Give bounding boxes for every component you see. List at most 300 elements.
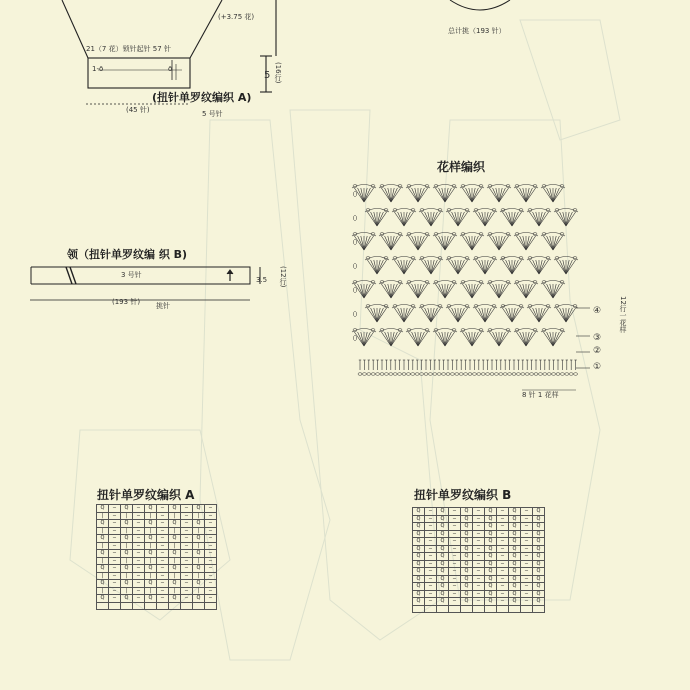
pattern-stroke: [499, 373, 503, 376]
chart-cell: Q: [193, 580, 205, 588]
pattern-stroke: [560, 212, 566, 226]
pattern-stroke: [431, 212, 437, 226]
pattern-stroke: [385, 236, 391, 250]
pattern-stroke: [508, 373, 512, 376]
chart-cell: −: [473, 530, 485, 538]
pattern-stroke: [424, 373, 428, 376]
chart-cell: |: [121, 542, 133, 550]
chart-cell: −: [425, 590, 437, 598]
chart-cell: −: [181, 535, 193, 543]
pattern-stroke: [411, 373, 415, 376]
chart-cell: −: [109, 557, 121, 565]
pattern-stroke: [569, 373, 573, 376]
pattern-stroke: [490, 373, 494, 376]
chart-cell: −: [157, 565, 169, 573]
chart-cell: Q: [169, 565, 181, 573]
chart-cell: −: [205, 572, 217, 580]
chart-cell: Q: [461, 508, 473, 516]
chart-cell: |: [145, 587, 157, 595]
chart-cell: −: [205, 580, 217, 588]
chart-cell: Q: [437, 545, 449, 553]
chart-cell: Q: [509, 568, 521, 576]
chart-cell: Q: [437, 583, 449, 591]
chart-cell: Q: [193, 565, 205, 573]
chart-cell: Q: [121, 535, 133, 543]
chart-cell: −: [205, 565, 217, 573]
chart-cell: Q: [509, 575, 521, 583]
chart-cell: [413, 605, 425, 613]
pattern-stroke: [479, 308, 485, 322]
pattern-stroke: [425, 212, 431, 226]
collar-rows-label: (12行): [279, 266, 287, 288]
pattern-stroke: [404, 212, 410, 226]
pattern-stroke: [371, 373, 375, 376]
chart-cell: [533, 605, 545, 613]
chart-cell: −: [133, 505, 145, 513]
chart-cell: Q: [509, 508, 521, 516]
pattern-stroke: [534, 373, 538, 376]
pattern-stroke: [412, 332, 418, 346]
chart-cell: [425, 605, 437, 613]
chart-cell: [121, 602, 133, 610]
chart-cell: |: [145, 512, 157, 520]
chart-cell: Q: [509, 530, 521, 538]
chart-cell: |: [145, 572, 157, 580]
pattern-stroke: [445, 332, 451, 346]
chart-cell: Q: [485, 530, 497, 538]
chart-cell: −: [521, 545, 533, 553]
chart-cell: −: [521, 515, 533, 523]
pattern-stroke: [539, 212, 545, 226]
pattern-stroke: [398, 308, 404, 322]
chart-cell: −: [157, 587, 169, 595]
chart-cell: Q: [193, 520, 205, 528]
chart-cell: Q: [461, 568, 473, 576]
chart-cell: Q: [413, 553, 425, 561]
chart-cell: Q: [485, 515, 497, 523]
chart-cell: |: [169, 542, 181, 550]
pattern-stroke: [479, 260, 485, 274]
chart-cell: [157, 602, 169, 610]
chart-cell: −: [205, 542, 217, 550]
chart-cell: [473, 605, 485, 613]
pattern-stroke: [412, 284, 418, 298]
pattern-stroke: [445, 188, 451, 202]
chart-cell: |: [145, 542, 157, 550]
chart-cell: [109, 602, 121, 610]
chart-cell: Q: [413, 568, 425, 576]
pattern-stroke: [442, 373, 446, 376]
chart-cell: |: [97, 572, 109, 580]
chart-cell: −: [473, 568, 485, 576]
pattern-stroke: [364, 188, 370, 202]
pattern-stroke: [458, 308, 464, 322]
chart-cell: −: [109, 595, 121, 603]
chart-cell: −: [157, 557, 169, 565]
marker-1: ①: [593, 362, 602, 372]
chart-cell: Q: [533, 508, 545, 516]
chart-cell: −: [425, 523, 437, 531]
chart-cell: [509, 605, 521, 613]
pattern-stroke: [560, 260, 566, 274]
pattern-stroke: [385, 332, 391, 346]
chart-cell: Q: [533, 553, 545, 561]
hood-total-label: 总计挑（193 针）: [448, 27, 506, 35]
pattern-stroke: [452, 308, 458, 322]
chart-cell: Q: [533, 583, 545, 591]
chart-cell: −: [109, 505, 121, 513]
collar-needle-label: 3 号针: [121, 271, 142, 279]
chart-b-title: 扭针单罗纹编织 B: [414, 488, 512, 502]
chart-cell: −: [425, 553, 437, 561]
pattern-stroke: [377, 260, 383, 274]
pattern-stroke: [402, 373, 406, 376]
pattern-stroke: [371, 260, 377, 274]
chart-cell: −: [205, 527, 217, 535]
pattern-stroke: [391, 236, 397, 250]
chart-cell: [437, 605, 449, 613]
chart-cell: |: [193, 542, 205, 550]
chart-cell: −: [133, 542, 145, 550]
chart-cell: −: [425, 515, 437, 523]
chart-cell: [145, 602, 157, 610]
chart-cell: Q: [121, 550, 133, 558]
chart-cell: −: [109, 587, 121, 595]
chart-cell: −: [425, 575, 437, 583]
pattern-stroke: [358, 236, 364, 250]
chart-cell: Q: [509, 583, 521, 591]
pattern-stroke: [425, 260, 431, 274]
pattern-stroke: [391, 188, 397, 202]
chart-cell: Q: [533, 545, 545, 553]
pattern-stroke: [358, 284, 364, 298]
chart-cell: −: [497, 575, 509, 583]
pattern-stroke: [499, 236, 505, 250]
pattern-stroke: [512, 373, 516, 376]
chart-cell: Q: [533, 568, 545, 576]
chart-cell: Q: [145, 595, 157, 603]
chart-cell: |: [169, 572, 181, 580]
pattern-stroke: [547, 236, 553, 250]
pattern-stroke: [450, 373, 454, 376]
pattern-stroke: [455, 373, 459, 376]
pattern-stroke: [398, 212, 404, 226]
pattern-stroke: [499, 332, 505, 346]
pattern-stroke: [418, 188, 424, 202]
pattern-stroke: [353, 264, 356, 269]
chart-cell: Q: [97, 535, 109, 543]
chart-cell: −: [181, 557, 193, 565]
collar-width-label: (193 针): [112, 298, 141, 306]
marker-2: ②: [593, 346, 602, 356]
chart-cell: Q: [437, 515, 449, 523]
pattern-stroke: [353, 336, 356, 341]
chart-cell: Q: [437, 538, 449, 546]
pattern-stroke: [404, 260, 410, 274]
chart-cell: [461, 605, 473, 613]
chart-cell: Q: [461, 515, 473, 523]
pattern-stroke: [526, 332, 532, 346]
chart-cell: −: [133, 520, 145, 528]
chart-cell: Q: [121, 580, 133, 588]
chart-cell: −: [181, 505, 193, 513]
pattern-stroke: [437, 373, 441, 376]
chart-cell: Q: [533, 515, 545, 523]
chart-cell: Q: [461, 583, 473, 591]
pattern-stroke: [353, 192, 356, 197]
chart-cell: −: [109, 520, 121, 528]
chart-cell: Q: [533, 530, 545, 538]
chart-cell: Q: [461, 553, 473, 561]
increase-note: (+3.75 花): [218, 13, 255, 21]
chart-cell: Q: [193, 535, 205, 543]
chart-cell: |: [97, 542, 109, 550]
chart-cell: −: [109, 512, 121, 520]
chart-cell: −: [157, 572, 169, 580]
pattern-stroke: [439, 332, 445, 346]
chart-cell: Q: [145, 580, 157, 588]
chart-cell: Q: [437, 598, 449, 606]
chart-cell: −: [425, 508, 437, 516]
chart-cell: Q: [437, 523, 449, 531]
chart-cell: Q: [169, 535, 181, 543]
pattern-stroke: [499, 284, 505, 298]
pattern-stroke: [543, 373, 547, 376]
chart-cell: −: [473, 583, 485, 591]
chart-cell: −: [109, 565, 121, 573]
chart-cell: Q: [485, 598, 497, 606]
pattern-stroke: [556, 373, 560, 376]
chart-cell: −: [425, 560, 437, 568]
chart-cell: [449, 605, 461, 613]
chart-cell: −: [521, 590, 533, 598]
chart-cell: −: [521, 530, 533, 538]
chart-cell: −: [109, 527, 121, 535]
pattern-stroke: [516, 373, 520, 376]
chart-cell: −: [497, 553, 509, 561]
collar-title: 领（扭针单罗纹编 织 B): [67, 248, 188, 261]
pattern-stroke: [472, 236, 478, 250]
pattern-stroke: [526, 188, 532, 202]
pattern-stroke: [485, 212, 491, 226]
chart-cell: −: [157, 550, 169, 558]
pattern-stroke: [526, 236, 532, 250]
chart-cell: Q: [169, 520, 181, 528]
chart-cell: |: [121, 557, 133, 565]
chart-cell: −: [133, 580, 145, 588]
pattern-stroke: [566, 260, 572, 274]
pattern-stroke: [466, 332, 472, 346]
chart-cell: −: [449, 515, 461, 523]
pattern-stroke: [428, 373, 432, 376]
chart-cell: |: [121, 572, 133, 580]
chart-cell: Q: [461, 538, 473, 546]
chart-cell: −: [133, 565, 145, 573]
chart-b-grid: [412, 507, 545, 613]
pattern-stroke: [547, 373, 551, 376]
pattern-stroke: [385, 284, 391, 298]
chart-cell: Q: [169, 550, 181, 558]
body-piece-title: (扭针单罗纹编织 A): [152, 91, 252, 104]
chart-cell: Q: [533, 538, 545, 546]
pattern-stroke: [445, 236, 451, 250]
chart-cell: Q: [437, 508, 449, 516]
chart-cell: Q: [413, 523, 425, 531]
chart-cell: −: [521, 553, 533, 561]
chart-cell: −: [205, 595, 217, 603]
chart-cell: −: [425, 530, 437, 538]
chart-cell: Q: [413, 515, 425, 523]
pattern-stroke: [539, 260, 545, 274]
chart-cell: −: [497, 545, 509, 553]
chart-cell: −: [449, 545, 461, 553]
pattern-stroke: [512, 212, 518, 226]
chart-cell: Q: [509, 523, 521, 531]
chart-cell: −: [181, 550, 193, 558]
chart-cell: −: [205, 557, 217, 565]
chart-cell: −: [181, 572, 193, 580]
chart-cell: −: [205, 535, 217, 543]
chart-cell: −: [157, 527, 169, 535]
chart-cell: −: [181, 580, 193, 588]
pattern-side-label: 12行一花样: [619, 296, 627, 333]
chart-cell: Q: [437, 530, 449, 538]
pattern-stroke: [393, 373, 397, 376]
chart-cell: Q: [193, 595, 205, 603]
chart-cell: Q: [509, 560, 521, 568]
chart-cell: Q: [437, 575, 449, 583]
chart-cell: Q: [509, 515, 521, 523]
pattern-stroke: [468, 373, 472, 376]
pattern-stroke: [486, 373, 490, 376]
pattern-stroke: [418, 284, 424, 298]
chart-cell: −: [497, 530, 509, 538]
chart-cell: −: [425, 538, 437, 546]
chart-cell: [181, 602, 193, 610]
chart-cell: Q: [485, 568, 497, 576]
chart-cell: −: [181, 520, 193, 528]
pattern-stroke: [353, 312, 356, 317]
chart-cell: Q: [533, 560, 545, 568]
chart-cell: Q: [533, 575, 545, 583]
pattern-stroke: [485, 260, 491, 274]
pattern-stroke: [391, 332, 397, 346]
pattern-stroke: [520, 236, 526, 250]
chart-cell: Q: [169, 595, 181, 603]
pattern-stroke: [446, 373, 450, 376]
chart-cell: Q: [145, 565, 157, 573]
chart-cell: −: [133, 527, 145, 535]
pattern-stroke: [499, 188, 505, 202]
chart-cell: −: [449, 538, 461, 546]
pattern-stroke: [439, 188, 445, 202]
chart-cell: −: [109, 550, 121, 558]
pattern-stroke: [560, 308, 566, 322]
chart-cell: −: [449, 530, 461, 538]
pattern-stroke: [512, 308, 518, 322]
pattern-stroke: [539, 308, 545, 322]
pattern-stroke: [525, 373, 529, 376]
chart-cell: |: [193, 572, 205, 580]
chart-cell: Q: [533, 523, 545, 531]
pattern-stroke: [353, 216, 356, 221]
pattern-stroke: [494, 373, 498, 376]
chart-cell: −: [157, 535, 169, 543]
pattern-stroke: [566, 308, 572, 322]
pattern-stroke: [506, 212, 512, 226]
chart-cell: Q: [413, 590, 425, 598]
pattern-stroke: [533, 212, 539, 226]
chart-cell: −: [157, 512, 169, 520]
chart-cell: −: [425, 568, 437, 576]
chart-cell: −: [181, 542, 193, 550]
chart-cell: Q: [413, 530, 425, 538]
pattern-stroke: [553, 284, 559, 298]
chart-cell: −: [497, 515, 509, 523]
pattern-stroke: [380, 373, 384, 376]
pattern-title: 花样编织: [437, 160, 486, 174]
pattern-stroke: [547, 284, 553, 298]
chart-cell: Q: [413, 598, 425, 606]
chart-cell: Q: [461, 575, 473, 583]
chart-cell: Q: [461, 530, 473, 538]
pattern-stroke: [538, 373, 542, 376]
pattern-stroke: [553, 188, 559, 202]
pattern-stroke: [439, 284, 445, 298]
collar-pickup-label: 挑针: [156, 302, 170, 310]
chart-cell: Q: [509, 598, 521, 606]
chart-cell: |: [193, 557, 205, 565]
pattern-stroke: [477, 373, 481, 376]
chart-cell: Q: [509, 590, 521, 598]
chart-cell: Q: [145, 550, 157, 558]
chart-cell: Q: [509, 538, 521, 546]
chart-cell: −: [473, 508, 485, 516]
chart-cell: −: [449, 523, 461, 531]
chart-cell: Q: [437, 590, 449, 598]
chart-cell: −: [497, 568, 509, 576]
pattern-stroke: [389, 373, 393, 376]
pattern-stroke: [479, 212, 485, 226]
chart-cell: Q: [485, 560, 497, 568]
pattern-stroke: [431, 308, 437, 322]
pattern-stroke: [431, 260, 437, 274]
pattern-stroke: [458, 212, 464, 226]
chart-cell: −: [133, 557, 145, 565]
needle-label: 5 号针: [202, 110, 223, 118]
pattern-stroke: [503, 373, 507, 376]
pattern-stroke: [452, 212, 458, 226]
chart-cell: Q: [193, 505, 205, 513]
chart-cell: Q: [121, 595, 133, 603]
chart-cell: |: [121, 512, 133, 520]
pattern-stroke: [530, 373, 534, 376]
pattern-stroke: [493, 188, 499, 202]
pattern-stroke: [512, 260, 518, 274]
chart-cell: Q: [97, 550, 109, 558]
pattern-stroke: [553, 236, 559, 250]
chart-a-title: 扭针单罗纹编织 A: [97, 488, 195, 502]
chart-cell: −: [157, 505, 169, 513]
pattern-stroke: [472, 284, 478, 298]
chart-cell: −: [497, 560, 509, 568]
pattern-stroke: [425, 308, 431, 322]
chart-cell: −: [109, 572, 121, 580]
chart-cell: −: [449, 553, 461, 561]
chart-cell: |: [169, 512, 181, 520]
chart-cell: −: [521, 575, 533, 583]
chart-cell: −: [205, 505, 217, 513]
